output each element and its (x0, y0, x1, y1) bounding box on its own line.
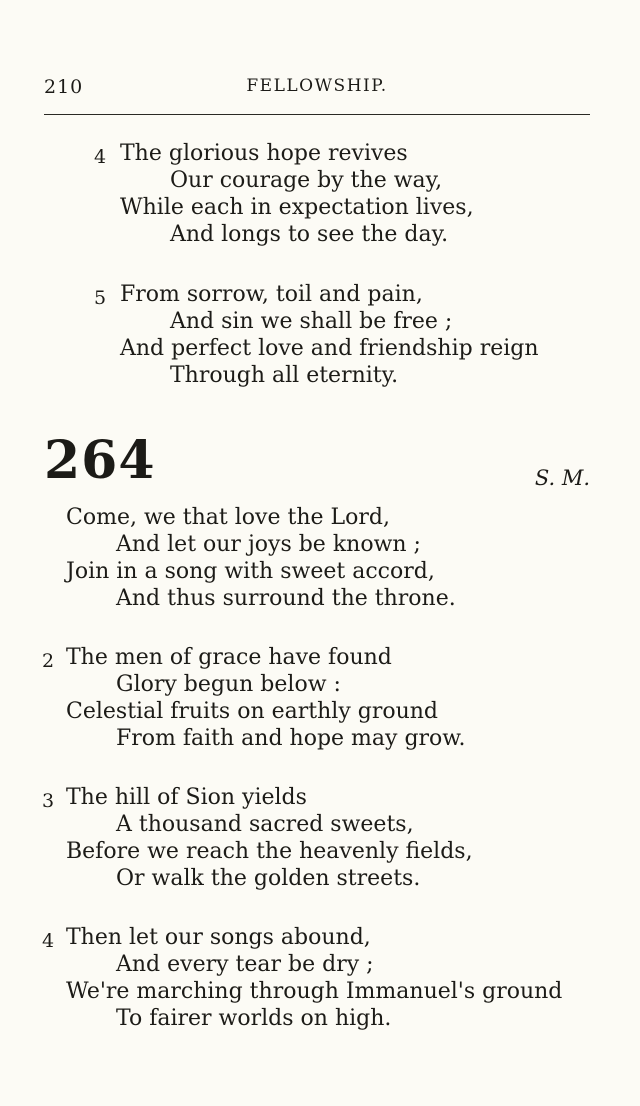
header-rule (44, 114, 590, 115)
page-header (44, 76, 590, 100)
verse-line: From faith and hope may grow. (116, 726, 466, 751)
stanza-number: 4 (42, 930, 55, 952)
verse-line: Come, we that love the Lord, (66, 505, 390, 530)
verse-line: And sin we shall be free ; (170, 309, 453, 334)
verse-line: And perfect love and friendship reign (120, 336, 539, 361)
verse-line: The glorious hope revives (120, 141, 408, 166)
hymn-meter: S. M. (534, 466, 590, 490)
verse-line: To fairer worlds on high. (116, 1006, 392, 1031)
stanza-number: 5 (94, 287, 107, 309)
page-number: 210 (44, 76, 84, 98)
stanza-number: 2 (42, 650, 55, 672)
verse-line: Before we reach the heavenly fields, (66, 839, 473, 864)
section-title: FELLOWSHIP. (246, 76, 388, 96)
verse-line: And longs to see the day. (170, 222, 449, 247)
stanza-5-previous (94, 281, 539, 389)
verse-line: Join in a song with sweet accord, (66, 559, 435, 584)
verse-line: And thus surround the throne. (116, 586, 456, 611)
verse-line: And let our joys be known ; (116, 532, 421, 557)
hymn-stanza-2 (42, 644, 466, 752)
verse-line: While each in expectation lives, (120, 195, 474, 220)
hymn-stanza-3 (42, 784, 473, 892)
verse-line: Celestial fruits on earthly ground (66, 699, 439, 724)
verse-line: Our courage by the way, (170, 168, 443, 193)
verse-line: Glory begun below : (116, 672, 341, 697)
stanza-4-previous (94, 140, 474, 248)
hymn-stanza-4 (42, 924, 563, 1032)
verse-line: From sorrow, toil and pain, (120, 282, 423, 307)
verse-line: Through all eternity. (170, 363, 399, 388)
verse-line: A thousand sacred sweets, (116, 812, 414, 837)
stanza-number: 3 (42, 790, 55, 812)
verse-line: And every tear be dry ; (116, 952, 374, 977)
stanza-number: 4 (94, 146, 107, 168)
verse-line: Then let our songs abound, (66, 925, 371, 950)
hymn-number: 264 (44, 430, 156, 491)
hymn-stanza-1 (66, 504, 456, 612)
verse-line: We're marching through Immanuel's ground (66, 979, 563, 1004)
verse-line: Or walk the golden streets. (116, 866, 421, 891)
verse-line: The hill of Sion yields (66, 785, 307, 810)
verse-line: The men of grace have found (66, 645, 392, 670)
